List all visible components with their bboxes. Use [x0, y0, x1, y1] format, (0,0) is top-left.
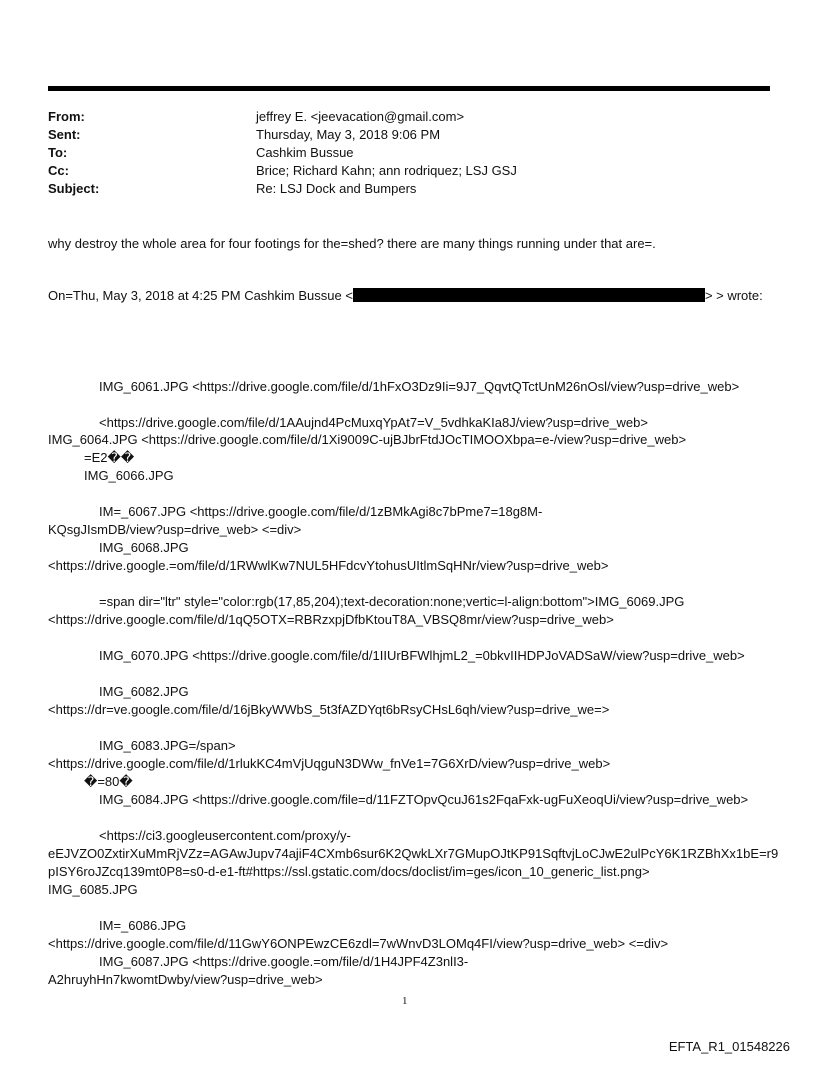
body-line: =E2��	[84, 450, 135, 465]
body-line: IMG_6087.JPG <https://drive.google.=om/file/d/1H4JPF4Z3nlI3-	[99, 954, 469, 969]
from-label: From:	[48, 109, 85, 124]
body-line: <https://drive.google.com/file/d/1AAujnd4PcMuxqYpAt7=V_5vdhkaKIa8J/view?usp=drive_web>	[99, 415, 648, 430]
cc-label: Cc:	[48, 163, 69, 178]
body-line: IMG_6084.JPG <https://drive.google.com/file=d/11FZTOpvQcuJ61s2FqaFxk-ugFuXeoqUi/view?usp=drive_web>	[99, 792, 749, 807]
redaction-bar	[353, 288, 705, 302]
to-value: Cashkim Bussue	[256, 145, 354, 160]
body-line: <https://drive.google.com/file/d/1rlukKC4mVjUqguN3DWw_fnVe1=7G6XrD/view?usp=drive_web>	[48, 756, 611, 771]
body-line: eEJVZO0ZxtirXuMmRjVZz=AGAwJupv74ajiF4CXmb6sur6K2QwkLXr7GMupOJtKP91SqftvjLoCJwE2ulPcY6K1RZBhXx1bE=r9	[48, 846, 779, 861]
sent-value: Thursday, May 3, 2018 9:06 PM	[256, 127, 441, 142]
body-line: IM=_6067.JPG <https://drive.google.com/file/d/1zBMkAgi8c7bPme7=18g8M-	[99, 504, 543, 519]
message-text: why destroy the whole area for four footings for the=shed? there are many things running under that are=.	[48, 236, 656, 251]
body-line: <https://drive.google.=om/file/d/1RWwlKw7NUL5HFdcvYtohusUItlmSqHNr/view?usp=drive_web>	[48, 558, 609, 573]
body-line: IMG_6064.JPG <https://drive.google.com/file/d/1Xi9009C-ujBJbrFtdJOcTIMOOXbpa=e-/view?usp=drive_web>	[48, 432, 687, 447]
bates-number: EFTA_R1_01548226	[668, 1039, 790, 1054]
body-line: pISY6roJZcq139mt0P8=s0-d-e1-ft#https://ssl.gstatic.com/docs/doclist/im=ges/icon_10_generic_list.png>	[48, 864, 650, 879]
body-line: <https://drive.google.com/file/d/1qQ5OTX=RBRzxpjDfbKtouT8A_VBSQ8mr/view?usp=drive_web>	[48, 612, 614, 627]
body-line: IMG_6082.JPG	[99, 684, 189, 699]
body-line: IMG_6068.JPG	[99, 540, 189, 555]
quote-prefix: On=Thu, May 3, 2018 at 4:25 PM Cashkim Bussue <	[48, 288, 353, 303]
body-line: IMG_6066.JPG	[84, 468, 174, 483]
body-line: <https://dr=ve.google.com/file/d/16jBkyWWbS_5t3fAZDYqt6bRsyCHsL6qh/view?usp=drive_we=>	[48, 702, 610, 717]
to-label: To:	[48, 145, 68, 160]
body-line: KQsgJIsmDB/view?usp=drive_web> <=div>	[48, 522, 302, 537]
sent-label: Sent:	[48, 127, 81, 142]
subject-label: Subject:	[48, 181, 100, 196]
body-line: IMG_6070.JPG <https://drive.google.com/file/d/1IIUrBFWlhjmL2_=0bkvIIHDPJoVADSaW/view?usp=drive_web>	[99, 648, 745, 663]
subject-value: Re: LSJ Dock and Bumpers	[256, 181, 417, 196]
from-value: jeffrey E. <jeevacation@gmail.com>	[256, 109, 465, 124]
body-line: �=80�	[84, 774, 133, 789]
body-line: IMG_6085.JPG	[48, 882, 138, 897]
body-line: IMG_6061.JPG <https://drive.google.com/file/d/1hFxO3Dz9Ii=9J7_QqvtQTctUnM26nOsl/view?usp=drive_web>	[99, 379, 740, 394]
page-number: 1	[402, 995, 408, 1007]
body-line: A2hruyhHn7kwomtDwby/view?usp=drive_web>	[48, 972, 323, 987]
body-line: <https://drive.google.com/file/d/11GwY6ONPEwzCE6zdl=7wWnvD3LOMq4FI/view?usp=drive_web> <=div>	[48, 936, 669, 951]
body-line: IMG_6083.JPG=/span>	[99, 738, 236, 753]
header-rule	[48, 86, 770, 91]
quote-suffix: > > wrote:	[704, 288, 763, 303]
body-line: <https://ci3.googleusercontent.com/proxy/y-	[99, 828, 351, 843]
body-line: IM=_6086.JPG	[99, 918, 187, 933]
quote-header	[48, 287, 763, 305]
body-line: =span dir="ltr" style="color:rgb(17,85,204);text-decoration:none;vertic=l-align:bottom">IMG_6069.JPG	[99, 594, 685, 609]
cc-value: Brice; Richard Kahn; ann rodriquez; LSJ GSJ	[256, 163, 517, 178]
